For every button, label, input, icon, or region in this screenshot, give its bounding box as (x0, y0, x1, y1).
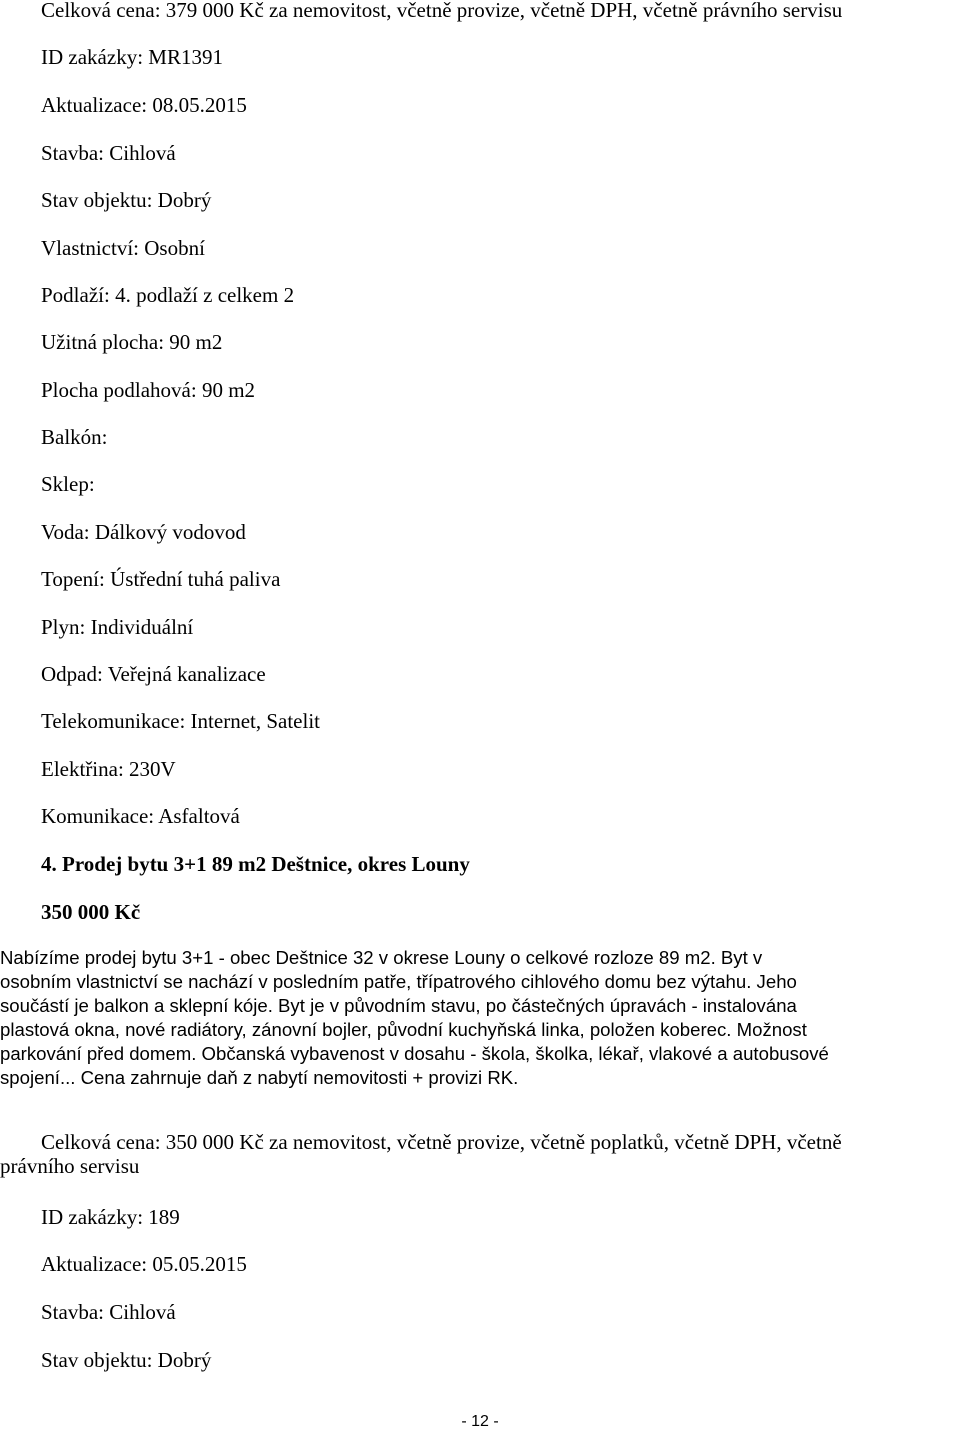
listing3-cellar: Sklep: (41, 472, 95, 496)
listing3-condition: Stav objektu: Dobrý (41, 188, 212, 212)
listing3-total-price: Celková cena: 379 000 Kč za nemovitost, včetně provize, včetně DPH, včetně právního servisu (41, 0, 843, 22)
listing3-floor-area: Plocha podlahová: 90 m2 (41, 378, 256, 402)
listing4-construction: Stavba: Cihlová (41, 1300, 176, 1324)
listing3-construction: Stavba: Cihlová (41, 141, 176, 165)
listing3-balcony: Balkón: (41, 425, 108, 449)
listing4-condition: Stav objektu: Dobrý (41, 1348, 212, 1372)
listing3-updated: Aktualizace: 08.05.2015 (41, 93, 247, 117)
listing4-description: Nabízíme prodej bytu 3+1 - obec Deštnice 32 v okrese Louny o celkové rozloze 89 m2. Byt v osobním vlastnictví se nachází v posledním patře, třípatrového cihlového domu bez výtahu. Jeho součástí je balkon a sklepní kóje. Byt je v původním stavu, po částečných úpravách - instalována plastová okna, nové radiátory, zánovní bojler, původní kuchyňská linka, položen koberec. Možnost parkování před domem. Občanská vybavenost v dosahu - škola, školka, lékař, vlakové a autobusové spojení... Cena zahrnuje daň z nabytí nemovitosti + provizi RK. (0, 947, 829, 1088)
listing3-heating: Topení: Ústřední tuhá paliva (41, 567, 281, 591)
listing4-total-price: Celková cena: 350 000 Kč za nemovitost, včetně provize, včetně poplatků, včetně DPH, včetně právního servisu (0, 1130, 842, 1178)
listing3-telecom: Telekomunikace: Internet, Satelit (41, 709, 321, 733)
listing3-gas: Plyn: Individuální (41, 615, 194, 639)
listing3-floor: Podlaží: 4. podlaží z celkem 2 (41, 283, 295, 307)
page-number: - 12 - (461, 1413, 499, 1430)
listing3-order-id: ID zakázky: MR1391 (41, 45, 223, 69)
listing4-price: 350 000 Kč (41, 900, 141, 924)
listing3-road: Komunikace: Asfaltová (41, 804, 240, 828)
listing4-title: 4. Prodej bytu 3+1 89 m2 Deštnice, okres Louny (41, 852, 470, 876)
listing3-water: Voda: Dálkový vodovod (41, 520, 246, 544)
listing3-waste: Odpad: Veřejná kanalizace (41, 662, 266, 686)
listing3-ownership: Vlastnictví: Osobní (41, 236, 205, 260)
listing3-electricity: Elektřina: 230V (41, 757, 176, 781)
listing4-updated: Aktualizace: 05.05.2015 (41, 1252, 247, 1276)
listing3-usable-area: Užitná plocha: 90 m2 (41, 330, 223, 354)
listing4-order-id: ID zakázky: 189 (41, 1205, 180, 1229)
